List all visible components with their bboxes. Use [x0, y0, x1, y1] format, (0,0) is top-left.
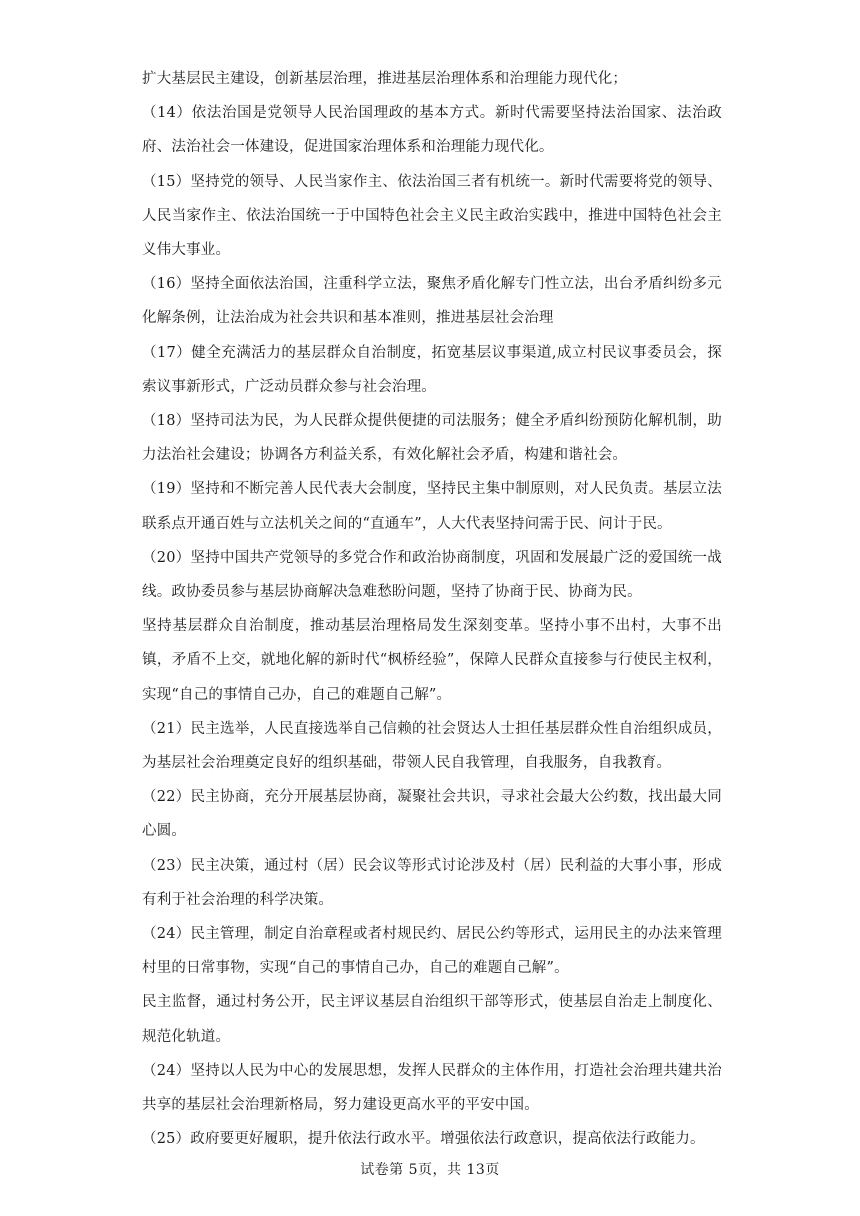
paragraph-19: （19）坚持和不断完善人民代表大会制度，坚持民主集中制原则，对人民负责。基层立法联系点开通百姓与立法机关之间的“直通车”，人大代表坚持问需于民、问计于民。: [142, 481, 722, 532]
paragraph-14: （14）依法治国是党领导人民治国理政的基本方式。新时代需要坚持法治国家、法治政府、法治社会一体建设，促进国家治理体系和治理能力现代化。: [142, 105, 722, 156]
paragraph-15: （15）坚持党的领导、人民当家作主、依法治国三者有机统一。新时代需要将党的领导、人民当家作主、依法治国统一于中国特色社会主义民主政治实践中，推进中国特色社会主义伟大事业。: [142, 173, 722, 259]
paragraph-democratic-supervision: 民主监督，通过村务公开，民主评议基层自治组织干部等形式，使基层自治走上制度化、规范化轨道。: [142, 994, 722, 1045]
paragraph-17: （17）健全充满活力的基层群众自治制度，拓宽基层议事渠道,成立村民议事委员会，探索议事新形式，广泛动员群众参与社会治理。: [142, 344, 722, 395]
paragraph-24-management: （24）民主管理，制定自治章程或者村规民约、居民公约等形式，运用民主的办法来管理村里的日常事物，实现“自己的事情自己办，自己的难题自己解”。: [142, 926, 722, 977]
paragraph-22: （22）民主协商，充分开展基层协商，凝聚社会共识，寻求社会最大公约数，找出最大同心圆。: [142, 789, 722, 840]
paragraph-24-people-centered: （24）坚持以人民为中心的发展思想，发挥人民群众的主体作用，打造社会治理共建共治共享的基层社会治理新格局，努力建设更高水平的平安中国。: [142, 1062, 722, 1114]
page-footer: 试卷第 5页，共 13页: [360, 1162, 500, 1178]
paragraph-21: （21）民主选举，人民直接选举自己信赖的社会贤达人士担任基层群众性自治组织成员，为基层社会治理奠定良好的组织基础，带领人民自我管理，自我服务，自我教育。: [142, 720, 722, 772]
paragraph-18: （18）坚持司法为民，为人民群众提供便捷的司法服务；健全矛盾纠纷预防化解机制，助力法治社会建设；协调各方利益关系，有效化解社会矛盾，构建和谐社会。: [142, 413, 722, 464]
paragraph-grassroots-autonomy: 坚持基层群众自治制度，推动基层治理格局发生深刻变革。坚持小事不出村，大事不出镇，矛盾不上交，就地化解的新时代“枫桥经验”，保障人民群众直接参与行使民主权利，实现“自己的事情自己办，自己的难题自己解”。: [142, 618, 722, 703]
paragraph-25: （25）政府要更好履职，提升依法行政水平。增强依法行政意识，提高依法行政能力。: [142, 1131, 705, 1148]
paragraph-20: （20）坚持中国共产党领导的多党合作和政治协商制度，巩固和发展最广泛的爱国统一战线。政协委员参与基层协商解决急难愁盼问题，坚持了协商于民、协商为民。: [142, 549, 722, 601]
paragraph-16: （16）坚持全面依法治国，注重科学立法，聚焦矛盾化解专门性立法，出台矛盾纠纷多元化解条例，让法治成为社会共识和基本准则，推进基层社会治理: [142, 276, 722, 327]
answer-text-block: [142, 62, 722, 1157]
paragraph-23: （23）民主决策，通过村（居）民会议等形式讨论涉及村（居）民利益的大事小事，形成有利于社会治理的科学决策。: [142, 857, 722, 908]
paragraph-intro: 扩大基层民主建设，创新基层治理，推进基层治理体系和治理能力现代化；: [142, 71, 628, 87]
